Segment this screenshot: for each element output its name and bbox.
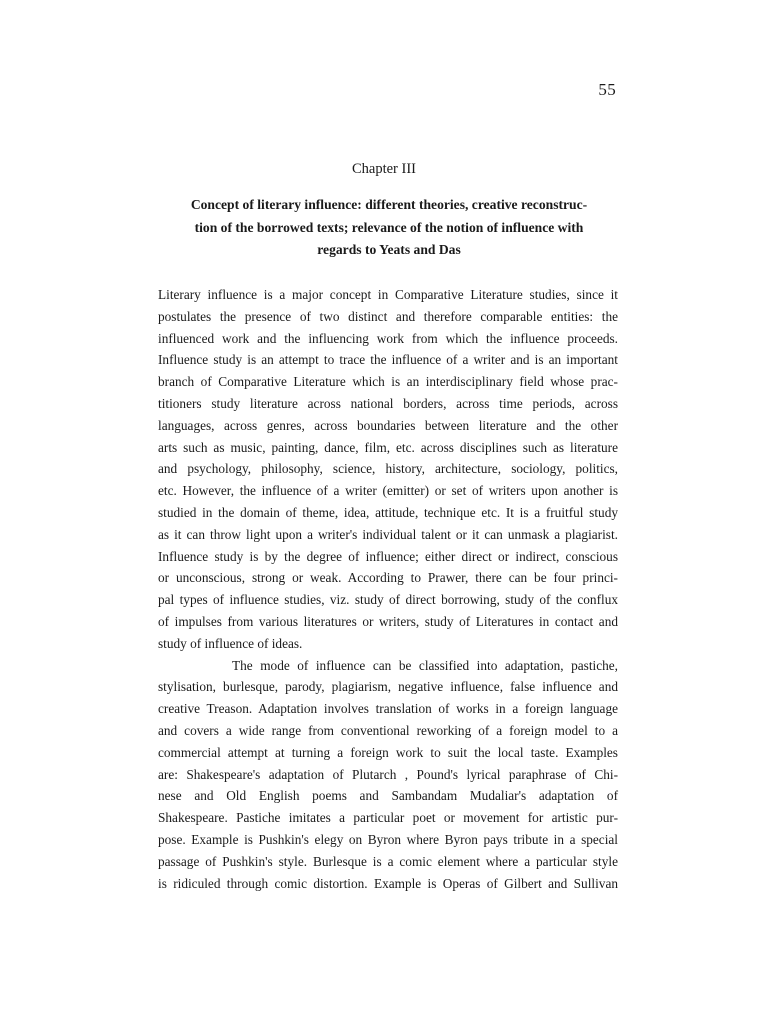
page-number: 55: [598, 80, 616, 99]
chapter-title-line: Concept of literary influence: different theories, creative reconstruc-: [190, 197, 588, 212]
text-line: influenced work and the influencing work from which the influence proceeds.: [158, 330, 618, 346]
text-line: studied in the domain of theme, idea, attitude, technique etc. It is a fruitful study: [158, 504, 618, 520]
text-line: etc. However, the influence of a writer (emitter) or set of writers upon another is: [158, 483, 618, 499]
text-line: postulates the presence of two distinct and therefore comparable entities: the: [158, 308, 618, 324]
text-line: are: Shakespeare's adaptation of Plutarch , Pound's lyrical paraphrase of Chi-: [158, 766, 618, 782]
text-line: stylisation, burlesque, parody, plagiarism, negative influence, false influence and: [158, 679, 618, 695]
text-line: Shakespeare. Pastiche imitates a particular poet or movement for artistic pur-: [158, 810, 618, 826]
chapter-label: Chapter III: [351, 161, 416, 177]
text-line: and covers a wide range from conventional reworking of a foreign model to a: [158, 722, 618, 738]
text-line: titioners study literature across national borders, across time periods, across: [158, 395, 618, 411]
text-line: branch of Comparative Literature which is an interdisciplinary field whose prac-: [158, 374, 618, 390]
text-line: and psychology, philosophy, science, history, architecture, sociology, politics,: [158, 461, 618, 477]
chapter-title-line: regards to Yeats and Das: [317, 242, 461, 257]
text-line: is ridiculed through comic distortion. Example is Operas of Gilbert and Sullivan: [158, 875, 618, 891]
text-line: The mode of influence can be classified into adaptation, pastiche,: [232, 657, 618, 673]
text-line: study of influence of ideas.: [158, 635, 303, 651]
text-line: pal types of influence studies, viz. study of direct borrowing, study of the conflux: [158, 592, 618, 608]
text-line: as it can throw light upon a writer's individual talent or it can unmask a plagiarist.: [158, 526, 618, 542]
paragraph-2: [158, 655, 618, 895]
text-line: pose. Example is Pushkin's elegy on Byron where Byron pays tribute in a special: [158, 831, 618, 847]
text-line: of impulses from various literatures or writers, study of Literatures in contact and: [158, 613, 618, 629]
chapter-title-line: tion of the borrowed texts; relevance of the notion of influence with: [194, 219, 584, 235]
text-line: Influence study is an attempt to trace the influence of a writer and is an important: [158, 352, 618, 368]
text-line: Influence study is by the degree of influence; either direct or indirect, conscious: [158, 548, 618, 564]
text-line: nese and Old English poems and Sambandam Mudaliar's adaptation of: [158, 788, 618, 804]
text-line: languages, across genres, across boundaries between literature and the other: [158, 417, 618, 433]
text-line: commercial attempt at turning a foreign work to suit the local taste. Examples: [158, 744, 618, 760]
text-line: passage of Pushkin's style. Burlesque is a comic element where a particular style: [158, 853, 618, 869]
chapter-title: [160, 194, 618, 262]
text-line: Literary influence is a major concept in Comparative Literature studies, since it: [158, 287, 618, 302]
text-line: or unconscious, strong or weak. According to Prawer, there can be four princi-: [158, 570, 618, 586]
paragraph-1: [158, 284, 618, 655]
text-line: creative Treason. Adaptation involves translation of works in a foreign language: [158, 701, 618, 717]
body-text: [158, 284, 618, 894]
text-line: arts such as music, painting, dance, film, etc. across disciplines such as literature: [158, 439, 618, 455]
